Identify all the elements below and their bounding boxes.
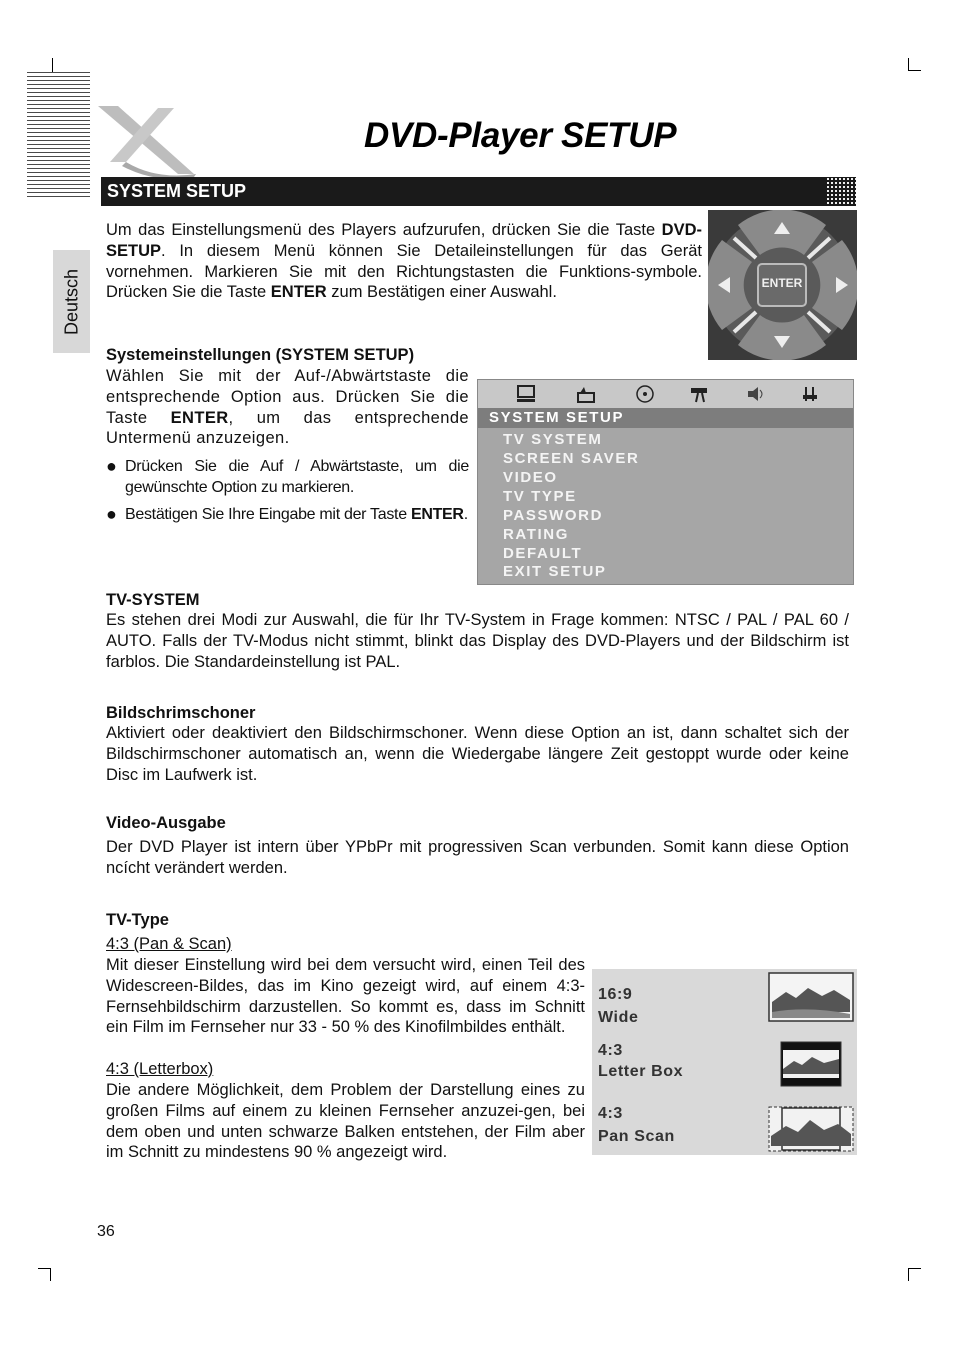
volume-icon — [746, 385, 766, 403]
wide-screen-thumbnail — [768, 972, 854, 1022]
settings-sliders-icon — [800, 385, 820, 403]
speaker-doc-icon — [576, 385, 596, 403]
intro-text-3: zum Bestätigen einer Auswahl. — [326, 283, 557, 302]
intro-paragraph — [106, 220, 702, 303]
osd-item-exit-setup[interactable]: EXIT SETUP — [503, 563, 607, 580]
osd-item-screen-saver[interactable]: SCREEN SAVER — [503, 450, 640, 467]
section-header-bar — [101, 177, 856, 206]
language-tab — [53, 250, 90, 353]
bullet-item-2 — [106, 504, 469, 525]
video-heading: Video-Ausgabe — [106, 814, 226, 832]
video-text: Der DVD Player ist intern über YPbPr mit progressiven Scan verbunden. Somit kann diese Option ncícht verändert werden. — [106, 838, 849, 877]
osd-header: SYSTEM SETUP — [478, 408, 853, 428]
monitor-icon — [516, 385, 536, 403]
bullet-2-end: . — [463, 506, 468, 523]
label-letter-box: Letter Box — [598, 1063, 684, 1080]
label-pan-scan: Pan Scan — [598, 1128, 675, 1145]
tv-type-letterbox-text: Die andere Möglichkeit, dem Problem der Darstellung eines zu großen Films auf einem zu kleinen Fernseher anzuzei-gen, bei dem oben und unten schwarze Balken entstehen, der Film aber im Schnitt zu mindestens 90 % angezeigt wird. — [106, 1081, 585, 1162]
dot-pattern — [826, 177, 856, 206]
tv-system-heading: TV-SYSTEM — [106, 591, 200, 609]
intro-text-2: . In diesem Menü können Sie Detaileinstellungen für das Gerät vornehmen. Markieren Sie mit den Richtungstasten die Funktions-symbole. Drücken Sie die Taste — [106, 241, 702, 302]
brand-logo-x — [96, 104, 200, 178]
camera-icon — [690, 385, 710, 403]
page-title: DVD-Player SETUP — [364, 116, 677, 155]
bullet-icon: ● — [106, 456, 117, 476]
tv-type-pan-scan-text: Mit dieser Einstellung wird bei dem versucht wird, einen Teil des Widescreen-Bildes, das im Kino gezeigt wird, auf einem 4:3-Fernsehbildschirm darzustellen. So kommt es, dass im Schnitt ein Film im Fernseher nur 33 - 50 % des Kinofilmbildes enthält. — [106, 956, 585, 1037]
key-enter-2: ENTER — [170, 408, 229, 427]
decorative-stripes — [27, 72, 90, 200]
bullet-item-1 — [106, 456, 469, 498]
system-setup-text-2: , um das entsprechende Untermenü anzuzeigen. — [106, 408, 469, 448]
key-enter-3: ENTER — [410, 506, 464, 523]
pan-scan-thumbnail — [768, 1106, 854, 1152]
screensaver-text: Aktiviert oder deaktiviert den Bildschirmschoner. Wenn diese Option an ist, dann schaltet sich der Bildschirmschoner automatisch an, wenn die Wiedergabe längere Zeit gestoppt wurde oder keine Disc im Laufwerk ist. — [106, 724, 849, 784]
system-setup-paragraph — [106, 366, 469, 449]
page-number: 36 — [97, 1223, 115, 1240]
osd-icon-bar — [478, 380, 853, 408]
language-tab-label: Deutsch — [61, 268, 81, 335]
screensaver-heading: Bildschrimschoner — [106, 704, 256, 722]
bullet-2-text: Bestätigen Sie Ihre Eingabe mit der Taste — [125, 506, 411, 523]
tv-type-sub-letterbox: 4:3 (Letterbox) — [106, 1060, 214, 1078]
system-setup-text-1: Wählen Sie mit der Auf-/Abwärtstaste die entsprechende Option aus. Drücken Sie die Taste — [106, 367, 469, 427]
remote-control-image — [708, 210, 857, 360]
label-wide: Wide — [598, 1009, 639, 1026]
section-title: SYSTEM SETUP — [107, 181, 247, 201]
crop-mark-top-left — [32, 58, 53, 73]
osd-item-password[interactable]: PASSWORD — [503, 507, 604, 524]
bullet-1-text: Drücken Sie die Auf / Abwärtstaste, um die gewünschte Option zu markieren. — [125, 458, 469, 496]
osd-item-tv-type[interactable]: TV TYPE — [503, 488, 577, 505]
crop-mark-bottom-left — [38, 1268, 51, 1281]
disc-icon — [635, 385, 655, 403]
crop-mark-bottom-right — [908, 1268, 921, 1281]
crop-mark-top-right — [908, 58, 921, 71]
key-dvd-setup: DVD-SETUP — [106, 221, 702, 260]
key-enter: ENTER — [270, 283, 327, 302]
tv-type-sub-pan-scan: 4:3 (Pan & Scan) — [106, 935, 232, 953]
osd-item-default[interactable]: DEFAULT — [503, 545, 583, 562]
label-4-3-pan: 4:3 — [598, 1105, 623, 1122]
tv-system-text: Es stehen drei Modi zur Auswahl, die für Ihr TV-System in Frage kommen: NTSC / PAL / PAL 60 / AUTO. Falls der TV-Modus nicht stimmt, blinkt das Display des DVD-Players und der Bildschirm ist farblos. Die Standardeinstellung ist PAL. — [106, 611, 849, 671]
osd-setup-menu — [477, 379, 854, 585]
label-4-3-letter: 4:3 — [598, 1042, 623, 1059]
osd-item-tv-system[interactable]: TV SYSTEM — [503, 431, 603, 448]
osd-item-rating[interactable]: RATING — [503, 526, 569, 543]
intro-text-1: Um das Einstellungsmenü des Players aufzurufen, drücken Sie die Taste — [106, 221, 662, 239]
tv-type-illustration — [592, 969, 857, 1155]
enter-button-label: ENTER — [761, 276, 803, 290]
letterbox-thumbnail — [780, 1041, 842, 1087]
label-16-9: 16:9 — [598, 986, 633, 1003]
bullet-icon: ● — [106, 504, 117, 524]
tv-type-heading: TV-Type — [106, 911, 169, 929]
osd-item-video[interactable]: VIDEO — [503, 469, 558, 486]
system-setup-heading: Systemeinstellungen (SYSTEM SETUP) — [106, 346, 415, 364]
